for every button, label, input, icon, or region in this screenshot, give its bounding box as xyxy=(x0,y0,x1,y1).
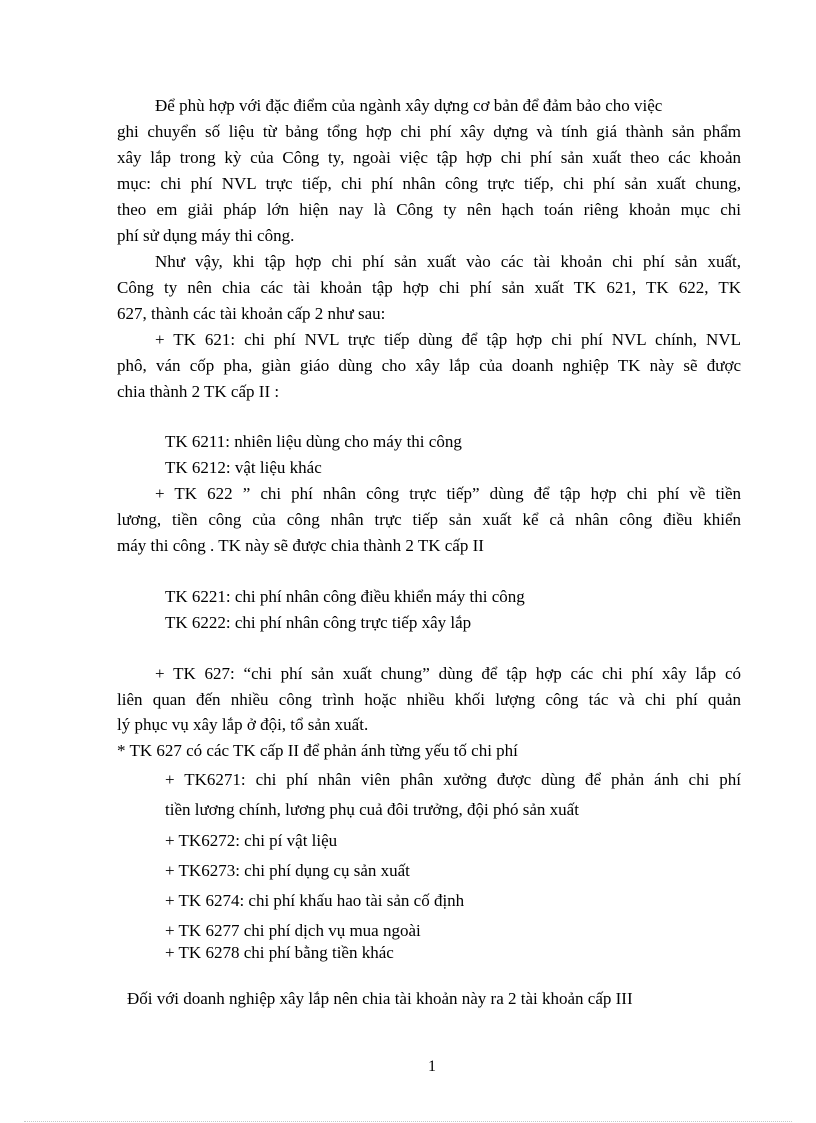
tk627-intro-line-3: lý phục vụ xây lắp ở đội, tổ sản xuất. xyxy=(117,715,369,734)
tk621-intro-line-2: phô, ván cốp pha, giàn giáo dùng cho xây lắp của doanh nghiệp TK này sẽ được xyxy=(117,356,741,375)
paragraph-2-line-2: Công ty nên chia các tài khoản tập hợp chi phí sản xuất TK 621, TK 622, TK xyxy=(117,278,741,297)
tk622-intro-line-2: lương, tiền công của công nhân trực tiếp sản xuất kể cả nhân công điều khiển xyxy=(117,510,741,529)
tk6278-line: + TK 6278 chi phí bằng tiền khác xyxy=(165,943,394,962)
tk6274-line: + TK 6274: chi phí khấu hao tài sản cố định xyxy=(165,891,465,910)
paragraph-2-line-3: 627, thành các tài khoản cấp 2 như sau: xyxy=(117,304,386,323)
closing-line: Đối với doanh nghiệp xây lắp nên chia tài khoản này ra 2 tài khoản cấp III xyxy=(127,989,633,1008)
tk6273-line: + TK6273: chi phí dụng cụ sản xuất xyxy=(165,861,410,880)
page-bottom-rule xyxy=(24,1121,792,1122)
tk627-intro-line-1: + TK 627: “chi phí sản xuất chung” dùng để tập hợp các chi phí xây lắp có xyxy=(155,664,741,683)
tk6272-line: + TK6272: chi pí vật liệu xyxy=(165,831,338,850)
paragraph-1-line-2: ghi chuyển số liệu từ bảng tổng hợp chi phí xây dựng và tính giá thành sản phẩm xyxy=(117,122,741,141)
tk6271-line-1: + TK6271: chi phí nhân viên phân xưởng được dùng để phản ánh chi phí xyxy=(165,770,741,789)
tk621-intro-line-1: + TK 621: chi phí NVL trực tiếp dùng để tập hợp chi phí NVL chính, NVL xyxy=(155,330,741,349)
tk627-intro-line-2: liên quan đến nhiều công trình hoặc nhiều khối lượng công tác và chi phí quản xyxy=(117,690,741,709)
tk622-intro-line-1: + TK 622 ” chi phí nhân công trực tiếp” dùng để tập hợp chi phí về tiền xyxy=(155,484,741,503)
tk621-intro-line-3: chia thành 2 TK cấp II : xyxy=(117,382,280,401)
paragraph-1-line-6: phí sử dụng máy thi công. xyxy=(117,226,295,245)
tk6222-line: TK 6222: chi phí nhân công trực tiếp xây lắp xyxy=(165,613,472,632)
tk6277-line: + TK 6277 chi phí dịch vụ mua ngoài xyxy=(165,921,421,940)
paragraph-2-line-1: Như vậy, khi tập hợp chi phí sản xuất vào các tài khoản chi phí sản xuất, xyxy=(155,252,741,271)
tk6271-line-2: tiền lương chính, lương phụ cuả đôi trưởng, đội phó sản xuất xyxy=(165,800,579,819)
paragraph-1-line-1: Để phù hợp với đặc điểm của ngành xây dựng cơ bản để đảm bảo cho việc xyxy=(155,96,663,115)
tk6212-line: TK 6212: vật liệu khác xyxy=(165,458,322,477)
tk6221-line: TK 6221: chi phí nhân công điều khiển máy thi công xyxy=(165,587,525,606)
tk622-intro-line-3: máy thi công . TK này sẽ được chia thành 2 TK cấp II xyxy=(117,536,484,555)
page-number: 1 xyxy=(428,1058,436,1075)
paragraph-1-line-3: xây lắp trong kỳ của Công ty, ngoài việc tập hợp chi phí sản xuất theo các khoản xyxy=(117,148,741,167)
paragraph-1-line-4: mục: chi phí NVL trực tiếp, chi phí nhân công trực tiếp, chi phí sản xuất chung, xyxy=(117,174,741,193)
tk627-note: * TK 627 có các TK cấp II để phản ánh từng yếu tố chi phí xyxy=(117,741,518,760)
paragraph-1-line-5: theo em giải pháp lớn hiện nay là Công ty nên hạch toán riêng khoản mục chi xyxy=(117,200,741,219)
tk6211-line: TK 6211: nhiên liệu dùng cho máy thi công xyxy=(165,432,462,451)
